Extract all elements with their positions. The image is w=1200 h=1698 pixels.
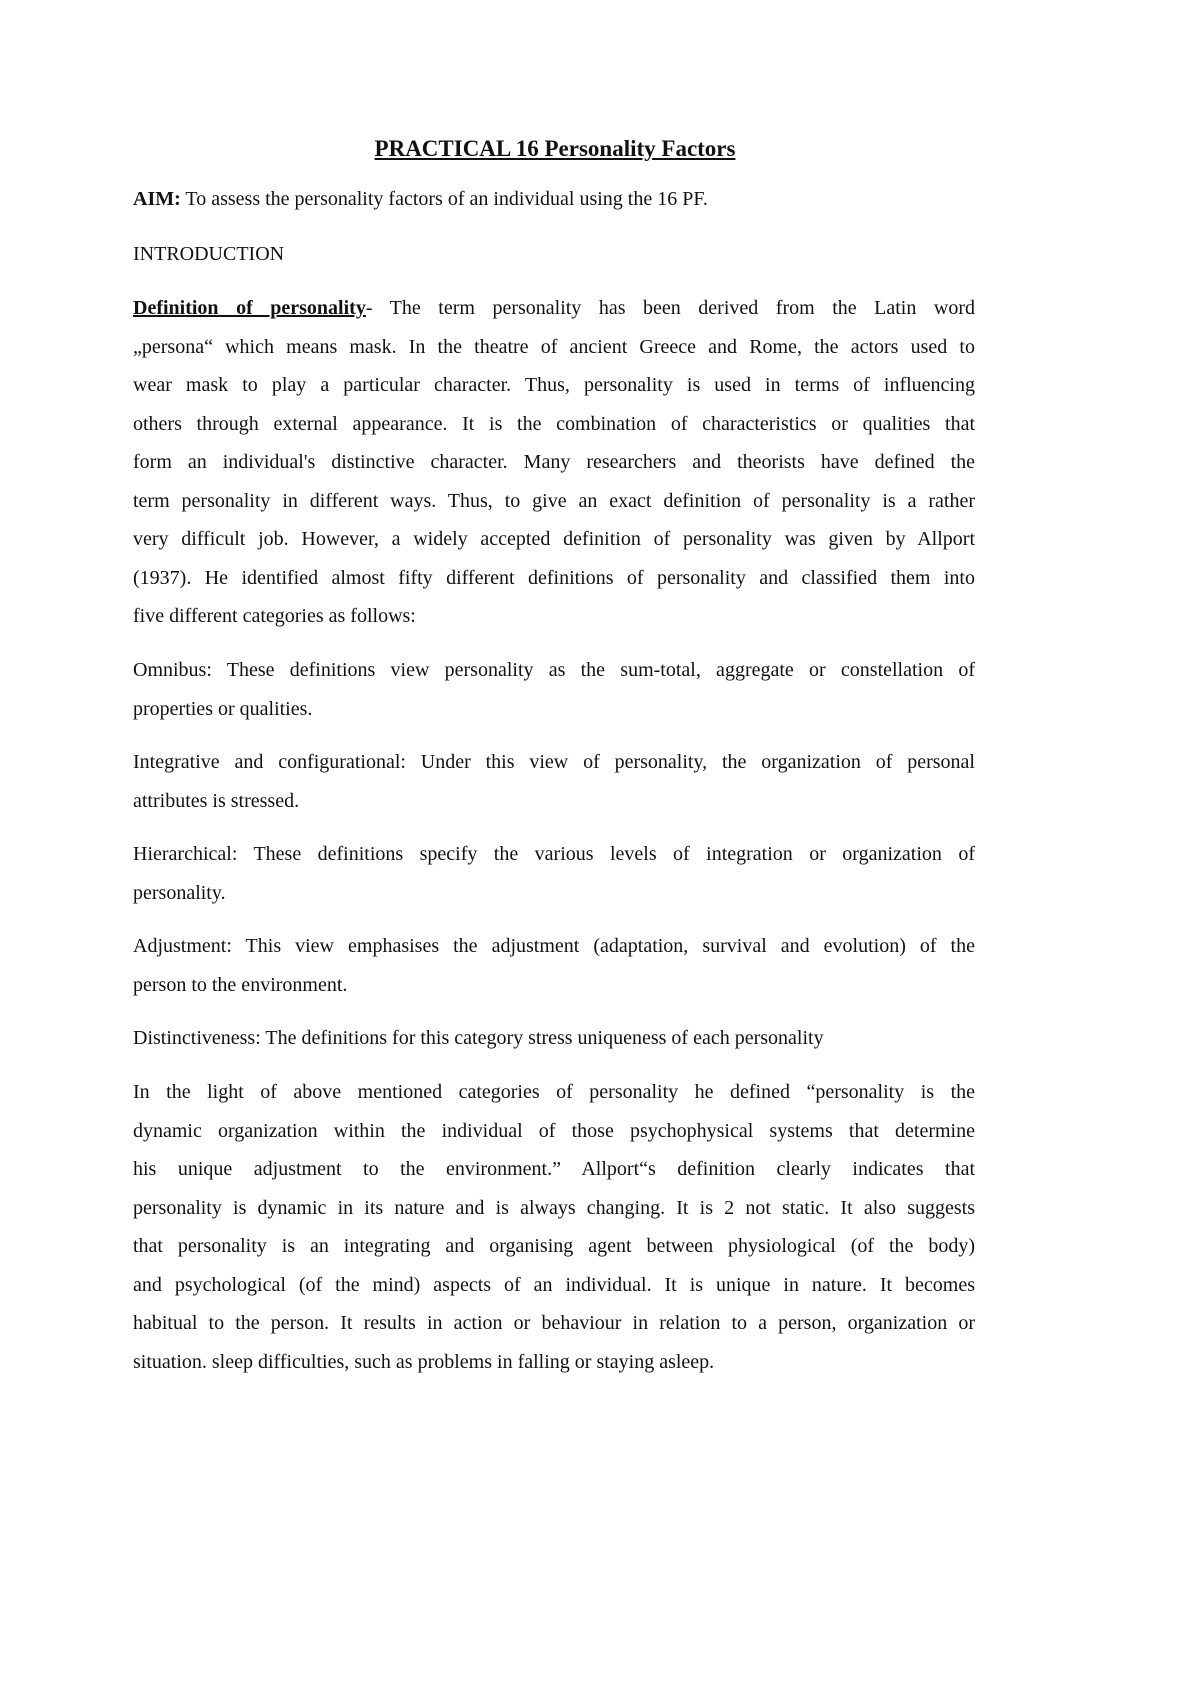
category-adjustment [133, 927, 975, 1004]
text-line: Distinctiveness: The definitions for this category stress uniqueness of each personality [133, 1027, 824, 1049]
text-line: (1937). He identified almost fifty different definitions of personality and classified them into [133, 566, 975, 589]
text-line: person to the environment. [133, 973, 348, 996]
category-hierarchical [133, 835, 975, 912]
text-line: Hierarchical: These definitions specify the various levels of integration or organization of [133, 843, 975, 865]
text-line: term personality in different ways. Thus, to give an exact definition of personality is a rather [133, 489, 975, 512]
text-line: situation. sleep difficulties, such as problems in falling or staying asleep. [133, 1350, 715, 1373]
conclusion-paragraph [133, 1073, 975, 1381]
aim-label: AIM: [133, 188, 181, 210]
text-line: five different categories as follows: [133, 605, 416, 627]
text-line: „persona“ which means mask. In the theatre of ancient Greece and Rome, the actors used to [133, 335, 975, 358]
aim-paragraph [133, 180, 975, 219]
text-line: others through external appearance. It is the combination of characteristics or qualities that [133, 412, 975, 435]
definition-paragraph [133, 289, 975, 636]
text-line: personality is dynamic in its nature and is always changing. It is 2 not static. It also suggests [133, 1196, 975, 1219]
text-line: In the light of above mentioned categories of personality he defined “personality is the [133, 1081, 975, 1103]
document-title: PRACTICAL 16 Personality Factors [374, 136, 736, 161]
text-line: attributes is stressed. [133, 789, 300, 812]
heading-text: INTRODUCTION [133, 243, 285, 265]
text-line: personality. [133, 881, 226, 904]
text-line: habitual to the person. It results in action or behaviour in relation to a person, organization or [133, 1312, 975, 1334]
text-line: and psychological (of the mind) aspects of an individual. It is unique in nature. It becomes [133, 1273, 975, 1296]
text-line: very difficult job. However, a widely accepted definition of personality was given by Allport [133, 528, 975, 550]
text-line: his unique adjustment to the environment.” Allport“s definition clearly indicates that [133, 1158, 975, 1180]
text-line: Integrative and configurational: Under this view of personality, the organization of personal [133, 751, 975, 773]
text-line: wear mask to play a particular character. Thus, personality is used in terms of influencing [133, 374, 975, 396]
text-line: form an individual's distinctive character. Many researchers and theorists have defined the [133, 451, 975, 473]
text-line: that personality is an integrating and organising agent between physiological (of the body) [133, 1235, 975, 1257]
introduction-heading [133, 235, 975, 274]
category-integrative [133, 743, 975, 820]
text-line: properties or qualities. [133, 697, 313, 720]
text-line: Adjustment: This view emphasises the adjustment (adaptation, survival and evolution) of the [133, 935, 975, 957]
aim-text: To assess the personality factors of an individual using the 16 PF. [180, 188, 708, 210]
category-distinctiveness [133, 1019, 975, 1058]
definition-lead: Definition of personality [133, 297, 366, 319]
text-line: dynamic organization within the individual of those psychophysical systems that determine [133, 1119, 975, 1142]
text-line: Omnibus: These definitions view personality as the sum-total, aggregate or constellation of [133, 659, 975, 681]
text-line: - The term personality has been derived from the Latin word [365, 297, 975, 319]
category-omnibus [133, 651, 975, 728]
